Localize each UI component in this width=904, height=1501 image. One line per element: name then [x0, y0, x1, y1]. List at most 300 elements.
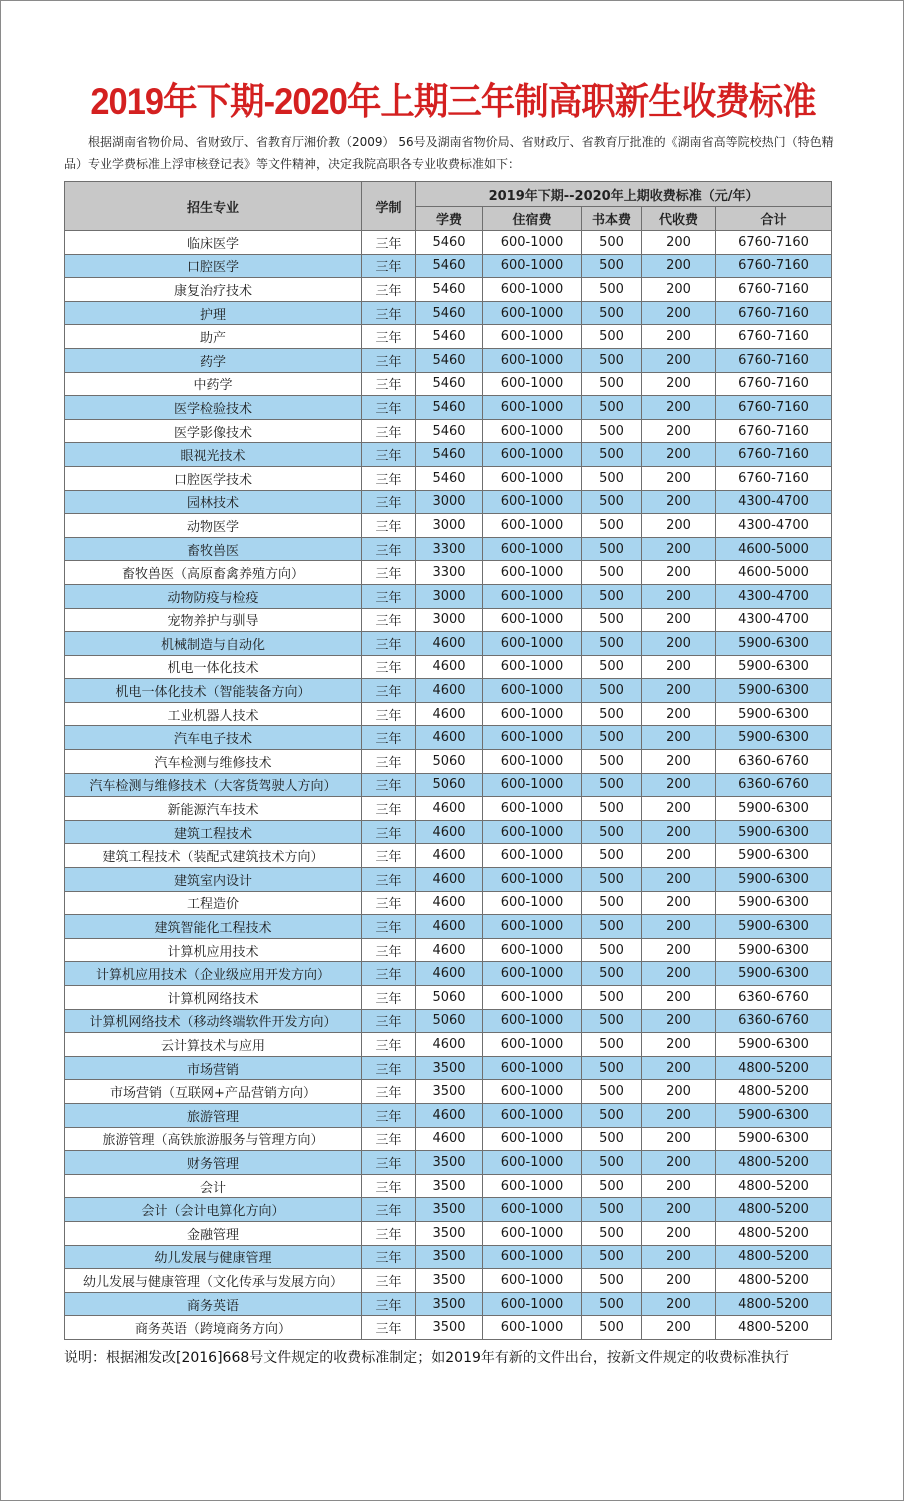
cell-agency: 200 — [642, 1151, 716, 1175]
cell-total: 5900-6300 — [716, 1103, 832, 1127]
cell-agency: 200 — [642, 372, 716, 396]
cell-years: 三年 — [362, 584, 416, 608]
cell-total: 5900-6300 — [716, 632, 832, 656]
cell-tuition: 5060 — [416, 986, 483, 1010]
cell-major: 汽车检测与维修技术（大客货驾驶人方向） — [65, 773, 362, 797]
cell-years: 三年 — [362, 443, 416, 467]
cell-books: 500 — [582, 938, 642, 962]
table-row — [65, 1080, 832, 1104]
cell-dorm: 600-1000 — [483, 443, 582, 467]
cell-total: 6360-6760 — [716, 1009, 832, 1033]
intro-paragraph: 根据湖南省物价局、省财致厅、省教育厅湘价教（2009） 56号及湖南省物价局、省财政厅、省教育厅批准的《湖南省高等院校热门（特色精品）专业学费标准上浮审核登记表》等文件精神，决定我院高职各专业收费标准如下： — [64, 135, 834, 171]
cell-dorm: 600-1000 — [483, 726, 582, 750]
cell-agency: 200 — [642, 278, 716, 302]
cell-books: 500 — [582, 443, 642, 467]
cell-years: 三年 — [362, 938, 416, 962]
cell-tuition: 5060 — [416, 773, 483, 797]
cell-books: 500 — [582, 750, 642, 774]
cell-dorm: 600-1000 — [483, 584, 582, 608]
cell-books: 500 — [582, 537, 642, 561]
cell-tuition: 5460 — [416, 348, 483, 372]
table-row — [65, 1127, 832, 1151]
cell-tuition: 5460 — [416, 254, 483, 278]
table-row — [65, 891, 832, 915]
cell-major: 口腔医学技术 — [65, 466, 362, 490]
cell-years: 三年 — [362, 1198, 416, 1222]
table-header-row — [65, 182, 832, 207]
cell-tuition: 4600 — [416, 868, 483, 892]
cell-tuition: 4600 — [416, 844, 483, 868]
cell-tuition: 4600 — [416, 1127, 483, 1151]
cell-agency: 200 — [642, 1198, 716, 1222]
cell-major: 旅游管理 — [65, 1103, 362, 1127]
cell-agency: 200 — [642, 490, 716, 514]
cell-dorm: 600-1000 — [483, 962, 582, 986]
table-row — [65, 278, 832, 302]
cell-books: 500 — [582, 372, 642, 396]
cell-dorm: 600-1000 — [483, 561, 582, 585]
cell-books: 500 — [582, 608, 642, 632]
table-row — [65, 514, 832, 538]
cell-major: 会计 — [65, 1174, 362, 1198]
cell-total: 5900-6300 — [716, 797, 832, 821]
cell-total: 4800-5200 — [716, 1056, 832, 1080]
cell-books: 500 — [582, 1198, 642, 1222]
cell-agency: 200 — [642, 325, 716, 349]
cell-total: 5900-6300 — [716, 844, 832, 868]
cell-dorm: 600-1000 — [483, 231, 582, 255]
cell-dorm: 600-1000 — [483, 1316, 582, 1340]
cell-books: 500 — [582, 514, 642, 538]
cell-tuition: 4600 — [416, 655, 483, 679]
cell-books: 500 — [582, 1292, 642, 1316]
cell-dorm: 600-1000 — [483, 466, 582, 490]
cell-years: 三年 — [362, 1292, 416, 1316]
cell-years: 三年 — [362, 537, 416, 561]
cell-major: 医学影像技术 — [65, 419, 362, 443]
header-dorm: 住宿费 — [483, 207, 582, 231]
cell-books: 500 — [582, 584, 642, 608]
cell-books: 500 — [582, 820, 642, 844]
cell-agency: 200 — [642, 1127, 716, 1151]
cell-years: 三年 — [362, 1080, 416, 1104]
cell-agency: 200 — [642, 962, 716, 986]
cell-agency: 200 — [642, 301, 716, 325]
cell-books: 500 — [582, 325, 642, 349]
cell-books: 500 — [582, 561, 642, 585]
cell-books: 500 — [582, 466, 642, 490]
cell-books: 500 — [582, 868, 642, 892]
cell-agency: 200 — [642, 632, 716, 656]
cell-agency: 200 — [642, 231, 716, 255]
cell-tuition: 5460 — [416, 443, 483, 467]
cell-dorm: 600-1000 — [483, 348, 582, 372]
cell-major: 口腔医学 — [65, 254, 362, 278]
cell-tuition: 3500 — [416, 1245, 483, 1269]
cell-major: 机电一体化技术 — [65, 655, 362, 679]
cell-total: 4300-4700 — [716, 514, 832, 538]
cell-total: 4800-5200 — [716, 1245, 832, 1269]
cell-total: 5900-6300 — [716, 655, 832, 679]
cell-major: 建筑工程技术 — [65, 820, 362, 844]
cell-major: 市场营销（互联网+产品营销方向） — [65, 1080, 362, 1104]
table-row — [65, 396, 832, 420]
cell-years: 三年 — [362, 396, 416, 420]
cell-major: 工业机器人技术 — [65, 702, 362, 726]
cell-total: 6360-6760 — [716, 773, 832, 797]
cell-agency: 200 — [642, 514, 716, 538]
cell-agency: 200 — [642, 773, 716, 797]
cell-agency: 200 — [642, 1056, 716, 1080]
cell-total: 4300-4700 — [716, 608, 832, 632]
cell-years: 三年 — [362, 820, 416, 844]
cell-dorm: 600-1000 — [483, 868, 582, 892]
cell-major: 建筑智能化工程技术 — [65, 915, 362, 939]
cell-tuition: 3500 — [416, 1198, 483, 1222]
cell-books: 500 — [582, 679, 642, 703]
header-years: 学制 — [362, 182, 416, 231]
cell-major: 宠物养护与驯导 — [65, 608, 362, 632]
cell-tuition: 4600 — [416, 702, 483, 726]
cell-dorm: 600-1000 — [483, 1269, 582, 1293]
cell-agency: 200 — [642, 419, 716, 443]
table-row — [65, 1056, 832, 1080]
cell-major: 汽车电子技术 — [65, 726, 362, 750]
header-major: 招生专业 — [65, 182, 362, 231]
table-row — [65, 1221, 832, 1245]
cell-dorm: 600-1000 — [483, 655, 582, 679]
cell-dorm: 600-1000 — [483, 702, 582, 726]
cell-years: 三年 — [362, 514, 416, 538]
cell-major: 助产 — [65, 325, 362, 349]
cell-tuition: 4600 — [416, 1103, 483, 1127]
table-row — [65, 679, 832, 703]
cell-tuition: 3500 — [416, 1056, 483, 1080]
table-row — [65, 608, 832, 632]
table-row — [65, 1269, 832, 1293]
cell-total: 5900-6300 — [716, 868, 832, 892]
cell-books: 500 — [582, 726, 642, 750]
cell-tuition: 4600 — [416, 797, 483, 821]
cell-dorm: 600-1000 — [483, 1080, 582, 1104]
cell-tuition: 4600 — [416, 726, 483, 750]
table-row — [65, 655, 832, 679]
cell-total: 5900-6300 — [716, 1033, 832, 1057]
table-row — [65, 868, 832, 892]
table-row — [65, 466, 832, 490]
table-row — [65, 1151, 832, 1175]
cell-agency: 200 — [642, 1245, 716, 1269]
cell-total: 5900-6300 — [716, 702, 832, 726]
cell-agency: 200 — [642, 891, 716, 915]
cell-books: 500 — [582, 1316, 642, 1340]
cell-years: 三年 — [362, 1245, 416, 1269]
cell-agency: 200 — [642, 608, 716, 632]
cell-tuition: 5460 — [416, 419, 483, 443]
cell-years: 三年 — [362, 986, 416, 1010]
cell-dorm: 600-1000 — [483, 1127, 582, 1151]
cell-total: 5900-6300 — [716, 726, 832, 750]
table-row — [65, 561, 832, 585]
cell-years: 三年 — [362, 1269, 416, 1293]
cell-books: 500 — [582, 1009, 642, 1033]
cell-total: 4800-5200 — [716, 1198, 832, 1222]
cell-total: 5900-6300 — [716, 1127, 832, 1151]
cell-agency: 200 — [642, 443, 716, 467]
cell-agency: 200 — [642, 254, 716, 278]
cell-dorm: 600-1000 — [483, 514, 582, 538]
cell-major: 商务英语 — [65, 1292, 362, 1316]
cell-books: 500 — [582, 396, 642, 420]
table-body — [65, 231, 832, 1340]
fee-table — [64, 181, 832, 1340]
cell-dorm: 600-1000 — [483, 773, 582, 797]
cell-agency: 200 — [642, 868, 716, 892]
table-row — [65, 797, 832, 821]
cell-agency: 200 — [642, 1033, 716, 1057]
cell-books: 500 — [582, 1151, 642, 1175]
cell-tuition: 3500 — [416, 1174, 483, 1198]
cell-books: 500 — [582, 773, 642, 797]
cell-total: 6760-7160 — [716, 231, 832, 255]
cell-tuition: 5460 — [416, 372, 483, 396]
cell-books: 500 — [582, 962, 642, 986]
header-tuition: 学费 — [416, 207, 483, 231]
cell-books: 500 — [582, 702, 642, 726]
cell-books: 500 — [582, 844, 642, 868]
cell-dorm: 600-1000 — [483, 254, 582, 278]
cell-years: 三年 — [362, 726, 416, 750]
cell-dorm: 600-1000 — [483, 1056, 582, 1080]
cell-total: 4300-4700 — [716, 490, 832, 514]
cell-tuition: 4600 — [416, 915, 483, 939]
cell-books: 500 — [582, 278, 642, 302]
cell-total: 6760-7160 — [716, 396, 832, 420]
cell-years: 三年 — [362, 915, 416, 939]
cell-dorm: 600-1000 — [483, 372, 582, 396]
cell-agency: 200 — [642, 1221, 716, 1245]
cell-years: 三年 — [362, 1151, 416, 1175]
cell-years: 三年 — [362, 1009, 416, 1033]
table-row — [65, 254, 832, 278]
cell-dorm: 600-1000 — [483, 490, 582, 514]
cell-tuition: 3300 — [416, 561, 483, 585]
cell-dorm: 600-1000 — [483, 1009, 582, 1033]
cell-dorm: 600-1000 — [483, 1292, 582, 1316]
cell-total: 4600-5000 — [716, 561, 832, 585]
cell-agency: 200 — [642, 1174, 716, 1198]
cell-dorm: 600-1000 — [483, 419, 582, 443]
cell-total: 6760-7160 — [716, 419, 832, 443]
cell-agency: 200 — [642, 750, 716, 774]
cell-total: 6760-7160 — [716, 278, 832, 302]
cell-major: 财务管理 — [65, 1151, 362, 1175]
table-row — [65, 372, 832, 396]
cell-agency: 200 — [642, 986, 716, 1010]
cell-years: 三年 — [362, 372, 416, 396]
cell-agency: 200 — [642, 1080, 716, 1104]
header-agency: 代收费 — [642, 207, 716, 231]
cell-books: 500 — [582, 490, 642, 514]
cell-total: 5900-6300 — [716, 938, 832, 962]
cell-agency: 200 — [642, 396, 716, 420]
cell-books: 500 — [582, 797, 642, 821]
cell-books: 500 — [582, 301, 642, 325]
cell-tuition: 5060 — [416, 750, 483, 774]
cell-books: 500 — [582, 1103, 642, 1127]
cell-agency: 200 — [642, 702, 716, 726]
cell-total: 4800-5200 — [716, 1269, 832, 1293]
cell-dorm: 600-1000 — [483, 278, 582, 302]
page-title: 2019年下期-2020年上期三年制高职新生收费标准 — [90, 81, 816, 122]
cell-dorm: 600-1000 — [483, 301, 582, 325]
cell-agency: 200 — [642, 537, 716, 561]
cell-tuition: 4600 — [416, 938, 483, 962]
cell-years: 三年 — [362, 679, 416, 703]
cell-books: 500 — [582, 915, 642, 939]
cell-dorm: 600-1000 — [483, 1198, 582, 1222]
cell-tuition: 3500 — [416, 1316, 483, 1340]
cell-major: 药学 — [65, 348, 362, 372]
table-row — [65, 1009, 832, 1033]
cell-total: 4800-5200 — [716, 1151, 832, 1175]
cell-major: 旅游管理（高铁旅游服务与管理方向） — [65, 1127, 362, 1151]
cell-total: 6760-7160 — [716, 443, 832, 467]
cell-agency: 200 — [642, 561, 716, 585]
table-row — [65, 844, 832, 868]
cell-major: 动物医学 — [65, 514, 362, 538]
cell-dorm: 600-1000 — [483, 608, 582, 632]
cell-agency: 200 — [642, 844, 716, 868]
cell-tuition: 4600 — [416, 1033, 483, 1057]
cell-tuition: 3500 — [416, 1292, 483, 1316]
cell-books: 500 — [582, 1080, 642, 1104]
cell-total: 6760-7160 — [716, 254, 832, 278]
cell-major: 机械制造与自动化 — [65, 632, 362, 656]
cell-books: 500 — [582, 254, 642, 278]
cell-total: 5900-6300 — [716, 891, 832, 915]
table-row — [65, 702, 832, 726]
cell-years: 三年 — [362, 419, 416, 443]
cell-major: 建筑工程技术（装配式建筑技术方向） — [65, 844, 362, 868]
cell-total: 4800-5200 — [716, 1221, 832, 1245]
cell-tuition: 5460 — [416, 396, 483, 420]
cell-tuition: 3500 — [416, 1080, 483, 1104]
table-row — [65, 443, 832, 467]
cell-tuition: 5460 — [416, 325, 483, 349]
cell-total: 6360-6760 — [716, 750, 832, 774]
cell-major: 计算机应用技术（企业级应用开发方向） — [65, 962, 362, 986]
cell-tuition: 5060 — [416, 1009, 483, 1033]
cell-years: 三年 — [362, 1316, 416, 1340]
cell-total: 5900-6300 — [716, 679, 832, 703]
cell-total: 5900-6300 — [716, 915, 832, 939]
cell-agency: 200 — [642, 1103, 716, 1127]
cell-dorm: 600-1000 — [483, 1174, 582, 1198]
cell-books: 500 — [582, 986, 642, 1010]
table-row — [65, 1174, 832, 1198]
cell-years: 三年 — [362, 1221, 416, 1245]
header-total: 合计 — [716, 207, 832, 231]
cell-years: 三年 — [362, 1103, 416, 1127]
cell-major: 工程造价 — [65, 891, 362, 915]
cell-years: 三年 — [362, 231, 416, 255]
cell-tuition: 5460 — [416, 231, 483, 255]
cell-dorm: 600-1000 — [483, 396, 582, 420]
cell-books: 500 — [582, 419, 642, 443]
table-row — [65, 962, 832, 986]
cell-dorm: 600-1000 — [483, 325, 582, 349]
cell-agency: 200 — [642, 1292, 716, 1316]
cell-tuition: 3000 — [416, 514, 483, 538]
cell-tuition: 5460 — [416, 301, 483, 325]
cell-dorm: 600-1000 — [483, 632, 582, 656]
table-row — [65, 419, 832, 443]
cell-total: 4600-5000 — [716, 537, 832, 561]
cell-major: 畜牧兽医 — [65, 537, 362, 561]
cell-years: 三年 — [362, 466, 416, 490]
cell-dorm: 600-1000 — [483, 1033, 582, 1057]
cell-major: 康复治疗技术 — [65, 278, 362, 302]
header-fee-group: 2019年下期--2020年上期收费标准（元/年） — [416, 182, 832, 207]
table-row — [65, 1103, 832, 1127]
table-row — [65, 1316, 832, 1340]
cell-dorm: 600-1000 — [483, 844, 582, 868]
cell-major: 园林技术 — [65, 490, 362, 514]
table-row — [65, 632, 832, 656]
cell-total: 4800-5200 — [716, 1316, 832, 1340]
cell-years: 三年 — [362, 750, 416, 774]
cell-books: 500 — [582, 1056, 642, 1080]
cell-agency: 200 — [642, 679, 716, 703]
cell-major: 商务英语（跨境商务方向） — [65, 1316, 362, 1340]
cell-major: 眼视光技术 — [65, 443, 362, 467]
table-row — [65, 1292, 832, 1316]
cell-agency: 200 — [642, 348, 716, 372]
cell-major: 畜牧兽医（高原畜禽养殖方向） — [65, 561, 362, 585]
cell-tuition: 3000 — [416, 584, 483, 608]
cell-agency: 200 — [642, 1009, 716, 1033]
cell-major: 机电一体化技术（智能装备方向） — [65, 679, 362, 703]
cell-total: 6760-7160 — [716, 348, 832, 372]
cell-tuition: 4600 — [416, 632, 483, 656]
cell-dorm: 600-1000 — [483, 820, 582, 844]
cell-books: 500 — [582, 1174, 642, 1198]
table-row — [65, 231, 832, 255]
cell-dorm: 600-1000 — [483, 1245, 582, 1269]
cell-major: 计算机网络技术（移动终端软件开发方向） — [65, 1009, 362, 1033]
cell-tuition: 5460 — [416, 278, 483, 302]
table-row — [65, 325, 832, 349]
cell-total: 4800-5200 — [716, 1080, 832, 1104]
table-row — [65, 820, 832, 844]
cell-years: 三年 — [362, 891, 416, 915]
cell-agency: 200 — [642, 797, 716, 821]
cell-agency: 200 — [642, 915, 716, 939]
cell-major: 临床医学 — [65, 231, 362, 255]
cell-major: 建筑室内设计 — [65, 868, 362, 892]
cell-total: 5900-6300 — [716, 962, 832, 986]
cell-tuition: 4600 — [416, 820, 483, 844]
cell-books: 500 — [582, 1221, 642, 1245]
table-row — [65, 1245, 832, 1269]
cell-major: 护理 — [65, 301, 362, 325]
cell-years: 三年 — [362, 773, 416, 797]
cell-tuition: 3000 — [416, 490, 483, 514]
cell-years: 三年 — [362, 325, 416, 349]
cell-years: 三年 — [362, 1056, 416, 1080]
cell-dorm: 600-1000 — [483, 537, 582, 561]
